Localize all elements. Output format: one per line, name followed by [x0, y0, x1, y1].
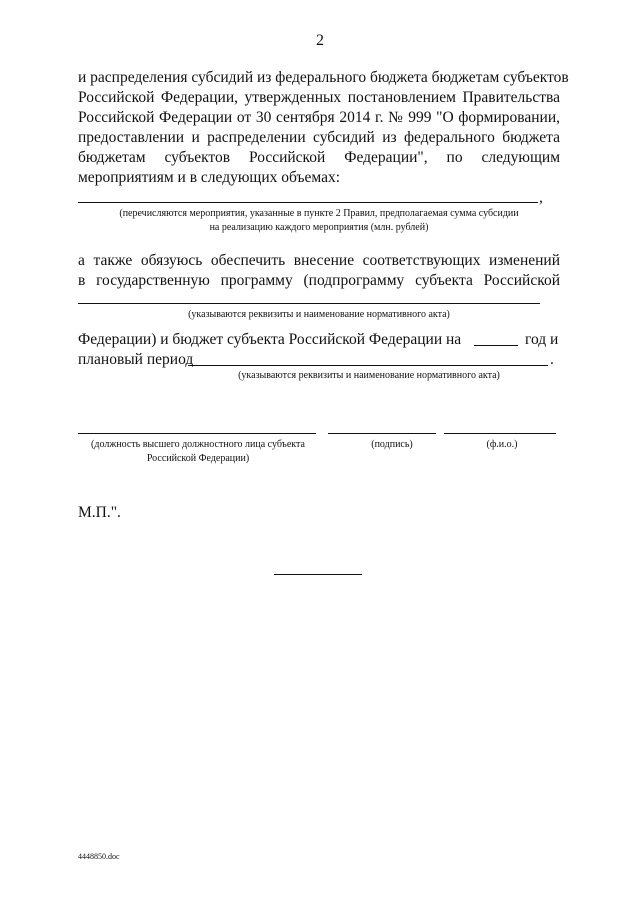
- measures-fill-line: [78, 202, 538, 203]
- paragraph-line: а также обязуюсь обеспечить внесение соответствующих изменений: [78, 252, 560, 269]
- planning-period-end-mark: .: [550, 351, 554, 368]
- caption-line: Российской Федерации): [146, 453, 250, 464]
- caption-line: (перечисляются мероприятия, указанные в пункте 2 Правил, предполагаемая сумма субсидии: [119, 208, 519, 219]
- paragraph-line: мероприятиям и в следующих объемах:: [78, 169, 341, 186]
- paragraph-line: бюджетам субъектов Российской Федерации", по следующим: [78, 149, 560, 166]
- paragraph-line: предоставлении и распределении субсидий из федерального бюджета: [78, 129, 560, 146]
- planning-period-label: плановый период: [78, 351, 194, 368]
- budget-line-start: Федерации) и бюджет субъекта Российской Федерации на: [78, 331, 462, 348]
- document-file-id: 4448850.doc: [78, 852, 120, 861]
- measures-caption: [78, 207, 560, 235]
- stamp-place-label: М.П.".: [78, 504, 121, 521]
- paragraph-line: Российской Федерации от 30 сентября 2014 г. № 999 "О формировании,: [78, 109, 560, 126]
- paragraph-subsidy-rules: [78, 68, 569, 188]
- signature-caption: (подпись): [371, 439, 413, 450]
- measures-trailing-comma: ,: [539, 189, 543, 206]
- closing-separator-line: [274, 574, 362, 575]
- budget-act-caption: (указываются реквизиты и наименование нормативного акта): [238, 370, 500, 381]
- caption-line: (должность высшего должностного лица субъекта: [91, 439, 305, 450]
- caption-line: на реализацию каждого мероприятия (млн. рублей): [209, 222, 429, 233]
- budget-year-fill-line: [474, 345, 518, 346]
- full-name-caption: (ф.и.о.): [486, 439, 518, 450]
- page-number: 2: [316, 32, 324, 49]
- signature-fill-line: [328, 433, 436, 434]
- paragraph-line: в государственную программу (подпрограмму субъекта Российской: [78, 272, 560, 289]
- full-name-fill-line: [444, 433, 556, 434]
- planning-period-fill-line: [188, 365, 548, 366]
- position-caption: [78, 438, 318, 466]
- paragraph-program-changes: [78, 251, 560, 291]
- position-fill-line: [78, 433, 316, 434]
- paragraph-line: Российской Федерации, утвержденных постановлением Правительства: [78, 89, 560, 106]
- budget-line-end: год и: [525, 331, 559, 348]
- program-act-fill-line: [78, 303, 540, 304]
- program-act-caption: (указываются реквизиты и наименование нормативного акта): [188, 309, 450, 320]
- paragraph-line: и распределения субсидий из федерального бюджета бюджетам субъектов: [78, 69, 569, 86]
